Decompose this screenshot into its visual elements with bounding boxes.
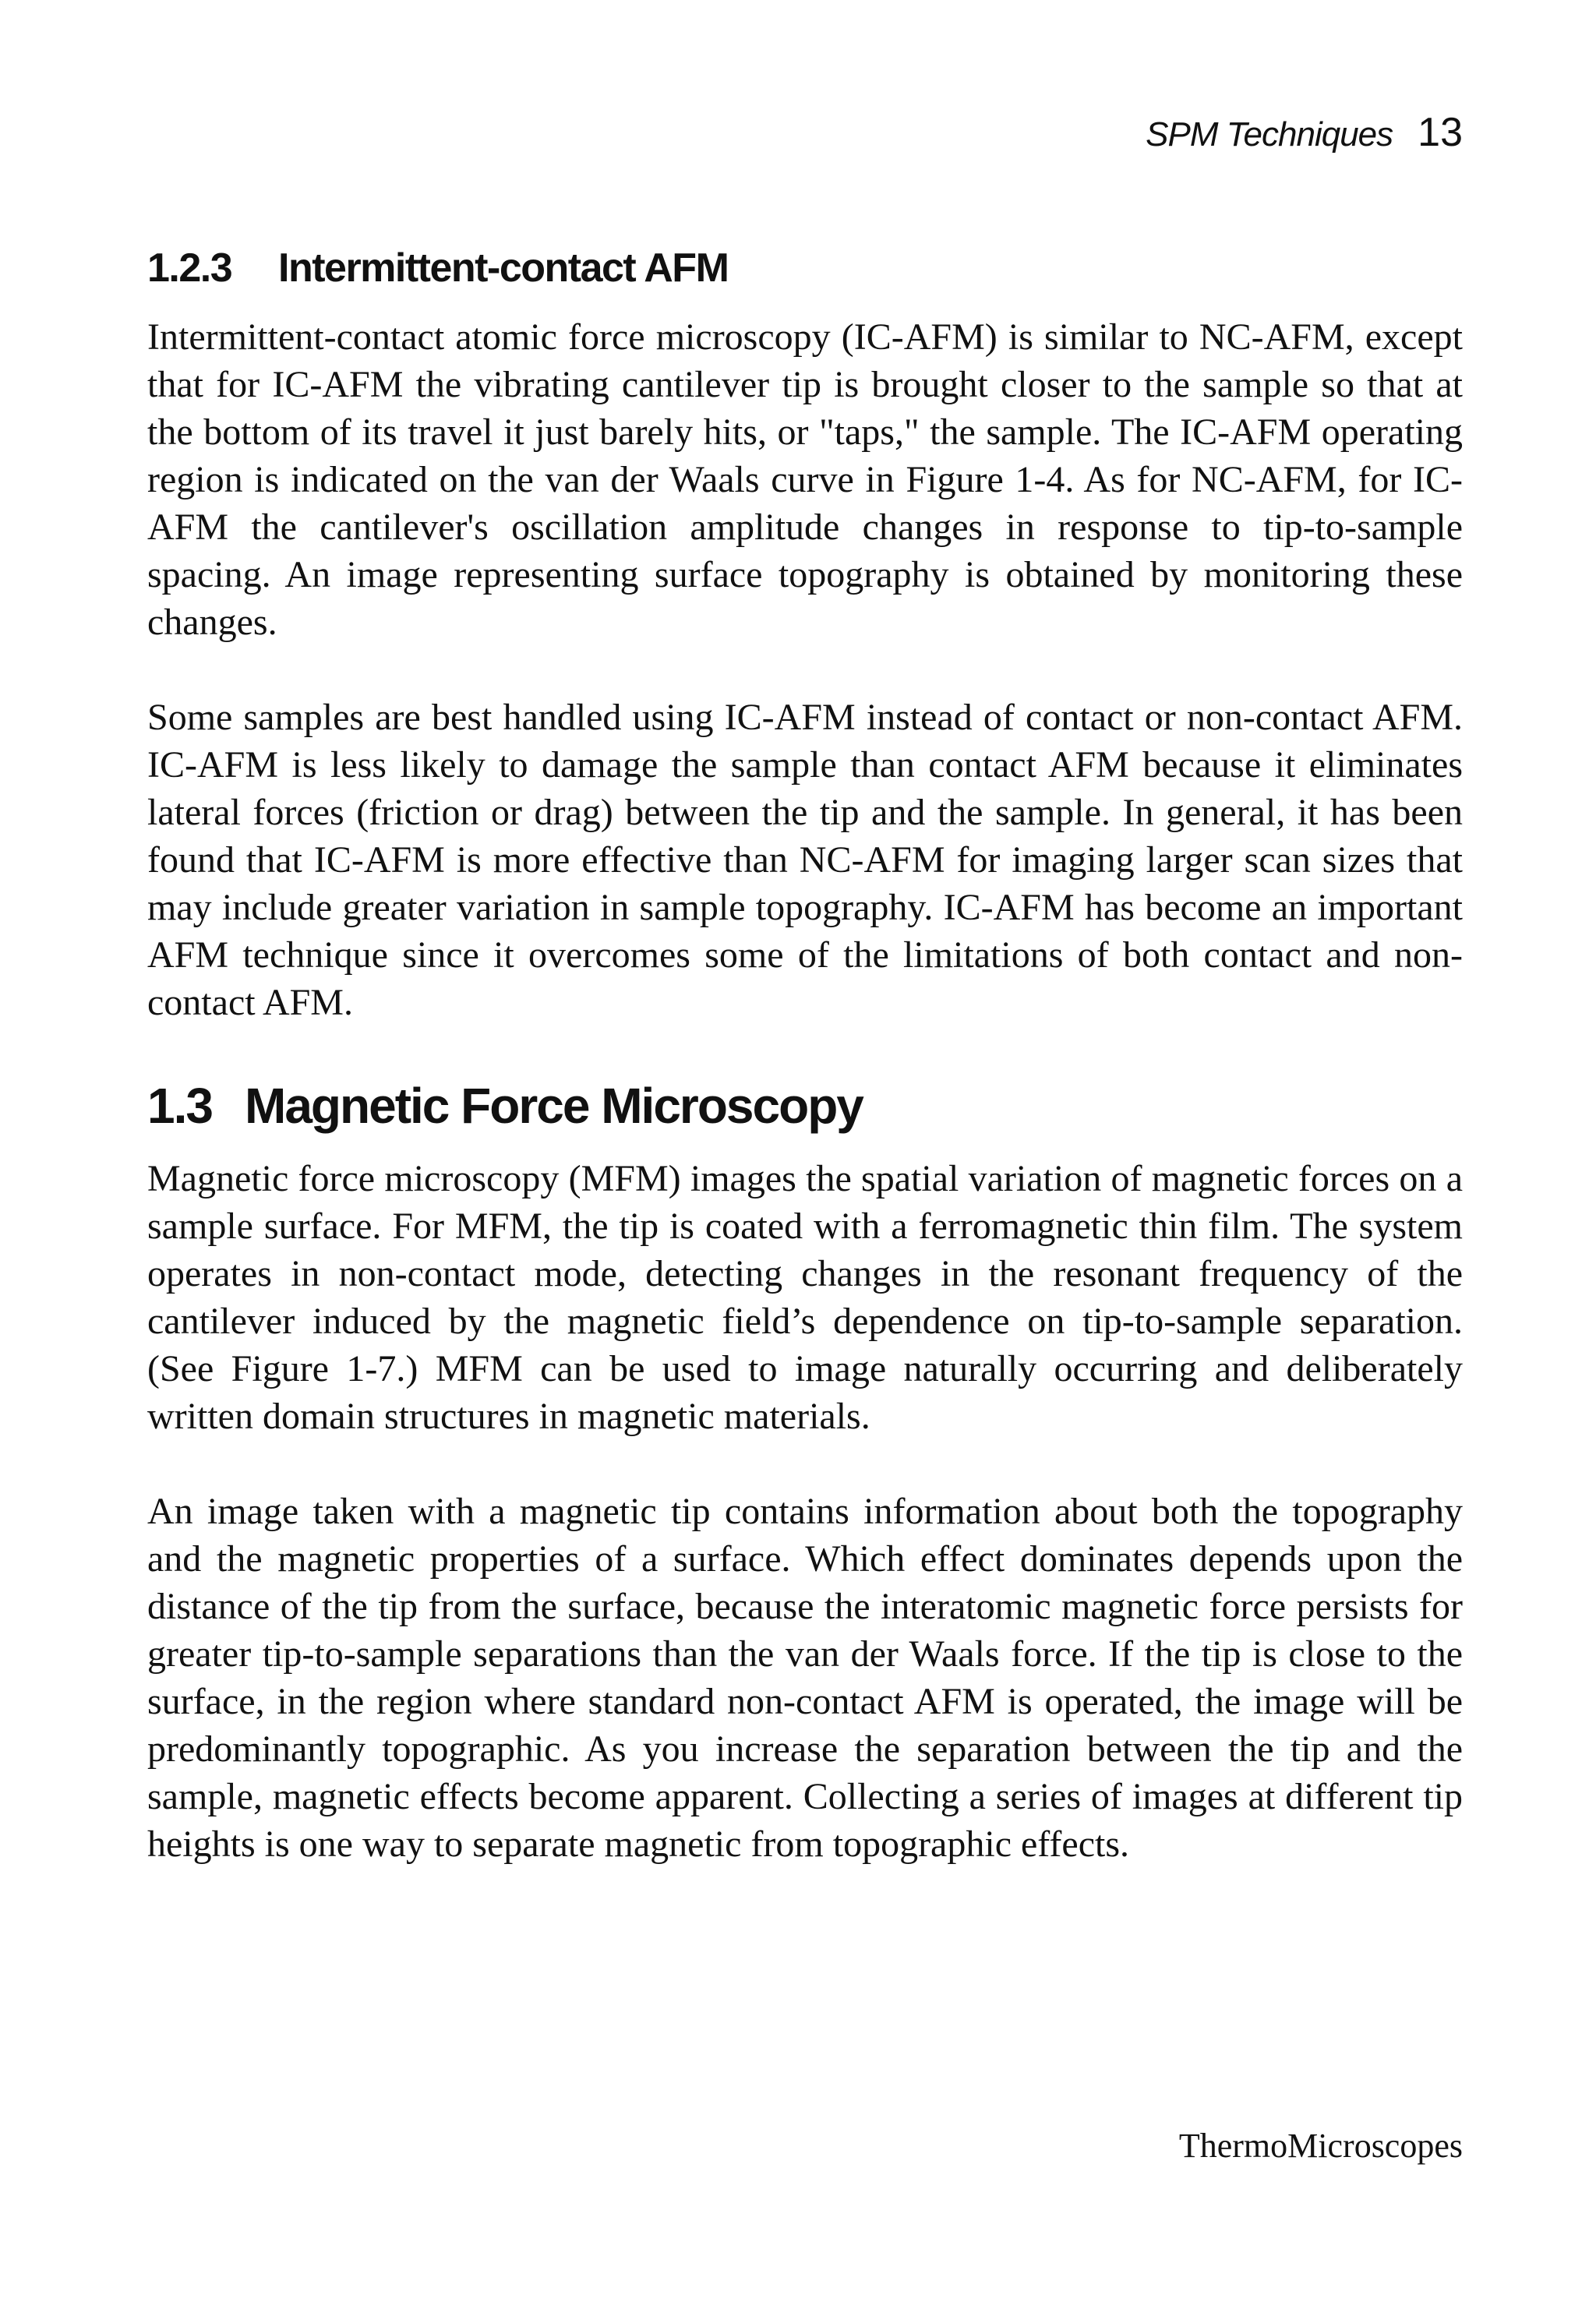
footer-publisher: ThermoMicroscopes <box>1178 2127 1463 2165</box>
page-number: 13 <box>1418 110 1463 155</box>
paragraph: Magnetic force microscopy (MFM) images the spatial variation of magnetic forces on a sample surface. For MFM, the tip is coated with a ferromagnetic thin film. The system operates in non-contact mode, detecting changes in the resonant frequency of the cantilever induced by the magnetic field’s dependence on tip-to-sample separation. (See Figure 1-7.) MFM can be used to image naturally occurring and deliberately written domain structures in magnetic materials. <box>147 1158 1463 1437</box>
running-title: SPM Techniques <box>1146 115 1393 154</box>
page-body <box>147 242 1463 1915</box>
running-header <box>1146 109 1463 156</box>
subsection-number: 1.2.3 <box>147 245 232 291</box>
section-title: Magnetic Force Microscopy <box>245 1078 863 1134</box>
subsection-title: Intermittent-contact AFM <box>278 245 729 291</box>
paragraph: Intermittent-contact atomic force microscopy (IC-AFM) is similar to NC-AFM, except that for IC-AFM the vibrating cantilever tip is brought closer to the sample so that at the bottom of its travel it just barely hits, or "taps," the sample. The IC-AFM operating region is indicated on the van der Waals curve in Figure 1-4. As for NC-AFM, for IC-AFM the cantilever's oscillation amplitude changes in response to tip-to-sample spacing. An image representing surface topography is obtained by monitoring these changes. <box>147 316 1463 643</box>
paragraph: Some samples are best handled using IC-AFM instead of contact or non-contact AFM. IC-AFM is less likely to damage the sample than contact AFM because it eliminates lateral forces (friction or drag) between the tip and the sample. In general, it has been found that IC-AFM is more effective than NC-AFM for imaging larger scan sizes that may include greater variation in sample topography. IC-AFM has become an important AFM technique since it overcomes some of the limitations of both contact and non-contact AFM. <box>147 697 1463 1023</box>
section-heading <box>147 1074 1463 1138</box>
paragraph: An image taken with a magnetic tip contains information about both the topography and the magnetic properties of a surface. Which effect dominates depends upon the distance of the tip from the surface, because the interatomic magnetic force persists for greater tip-to-sample separations than the van der Waals force. If the tip is close to the surface, in the region where standard non-contact AFM is operated, the image will be predominantly topographic. As you increase the separation between the tip and the sample, magnetic effects become apparent. Collecting a series of images at different tip heights is one way to separate magnetic from topographic effects. <box>147 1491 1463 1865</box>
subsection-heading <box>147 242 1463 295</box>
section-number: 1.3 <box>147 1078 212 1134</box>
